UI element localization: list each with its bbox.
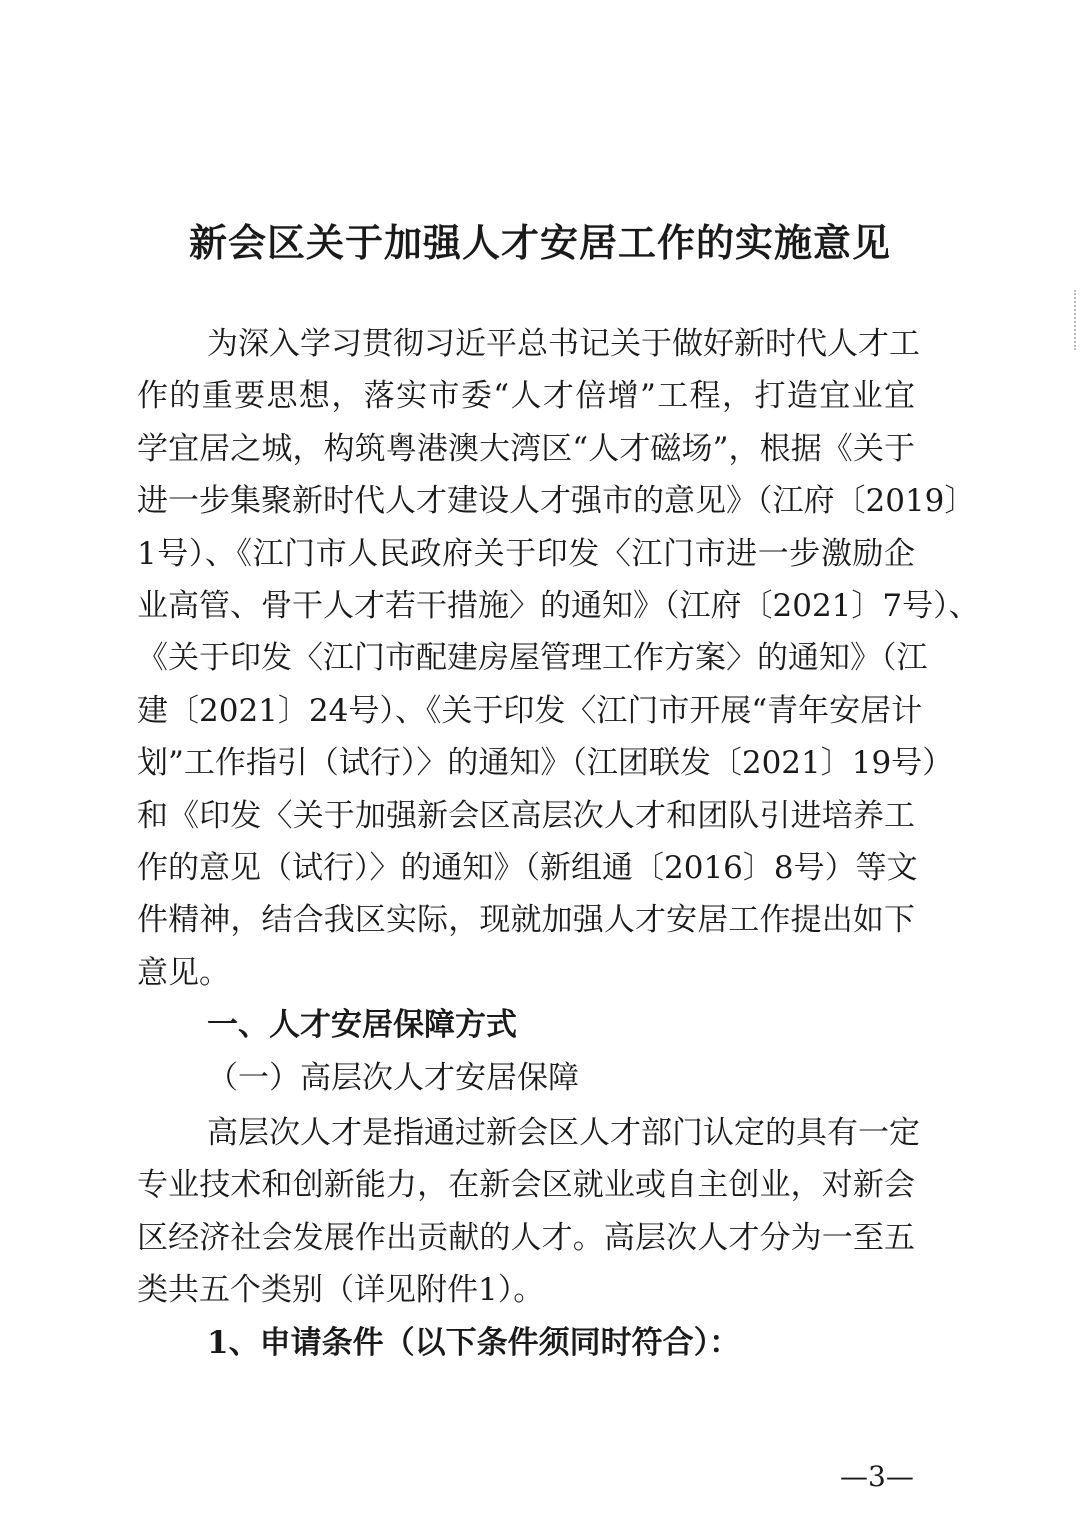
text-line: 作的意见（试行）〉的通知》（新组通〔2016〕8号）等文	[137, 850, 918, 886]
text-line: 专业技术和创新能力，在新会区就业或自主创业，对新会	[137, 1167, 915, 1204]
text-line: 和《印发〈关于加强新会区高层次人才和团队引进培养工	[137, 797, 915, 834]
text-line: 建〔2021〕24号）、《关于印发〈江门市开展“青年安居计	[137, 692, 923, 729]
text-line: 学宜居之城，构筑粤港澳大湾区“人才磁场”，根据《关于	[137, 430, 915, 467]
text-line: 为深入学习贯彻习近平总书记关于做好新时代人才工	[207, 326, 920, 362]
text-line: 件精神，结合我区实际，现就加强人才安居工作提出如下	[137, 902, 915, 939]
scan-edge-mark	[1074, 290, 1078, 350]
text-line: 高层次人才是指通过新会区人才部门认定的具有一定	[207, 1115, 920, 1151]
text-line: 区经济社会发展作出贡献的人才。高层次人才分为一至五	[137, 1219, 915, 1256]
document-title: 新会区关于加强人才安居工作的实施意见	[188, 220, 891, 265]
page-number: —3—	[840, 1460, 914, 1493]
text-line: 《关于印发〈江门市配建房屋管理工作方案〉的通知》（江	[137, 640, 928, 677]
item-heading: 1、申请条件（以下条件须同时符合）：	[207, 1325, 741, 1361]
text-line: 作的重要思想，落实市委“人才倍增”工程，打造宜业宜	[137, 378, 915, 415]
subsection-heading: （一）高层次人才安居保障	[207, 1060, 579, 1096]
section-heading: 一、人才安居保障方式	[207, 1007, 517, 1043]
text-line: 划”工作指引（试行）〉的通知》（江团联发〔2021〕19号）	[137, 745, 954, 782]
text-line: 意见。	[137, 954, 230, 991]
text-line: 业高管、骨干人才若干措施〉的通知》（江府〔2021〕7号）、	[137, 588, 980, 624]
text-line: 类共五个类别（详见附件1）。	[137, 1272, 545, 1309]
text-line: 1号）、《江门市人民政府关于印发〈江门市进一步激励企	[137, 535, 915, 572]
text-line: 进一步集聚新时代人才建设人才强市的意见》（江府〔2019〕	[137, 483, 976, 520]
